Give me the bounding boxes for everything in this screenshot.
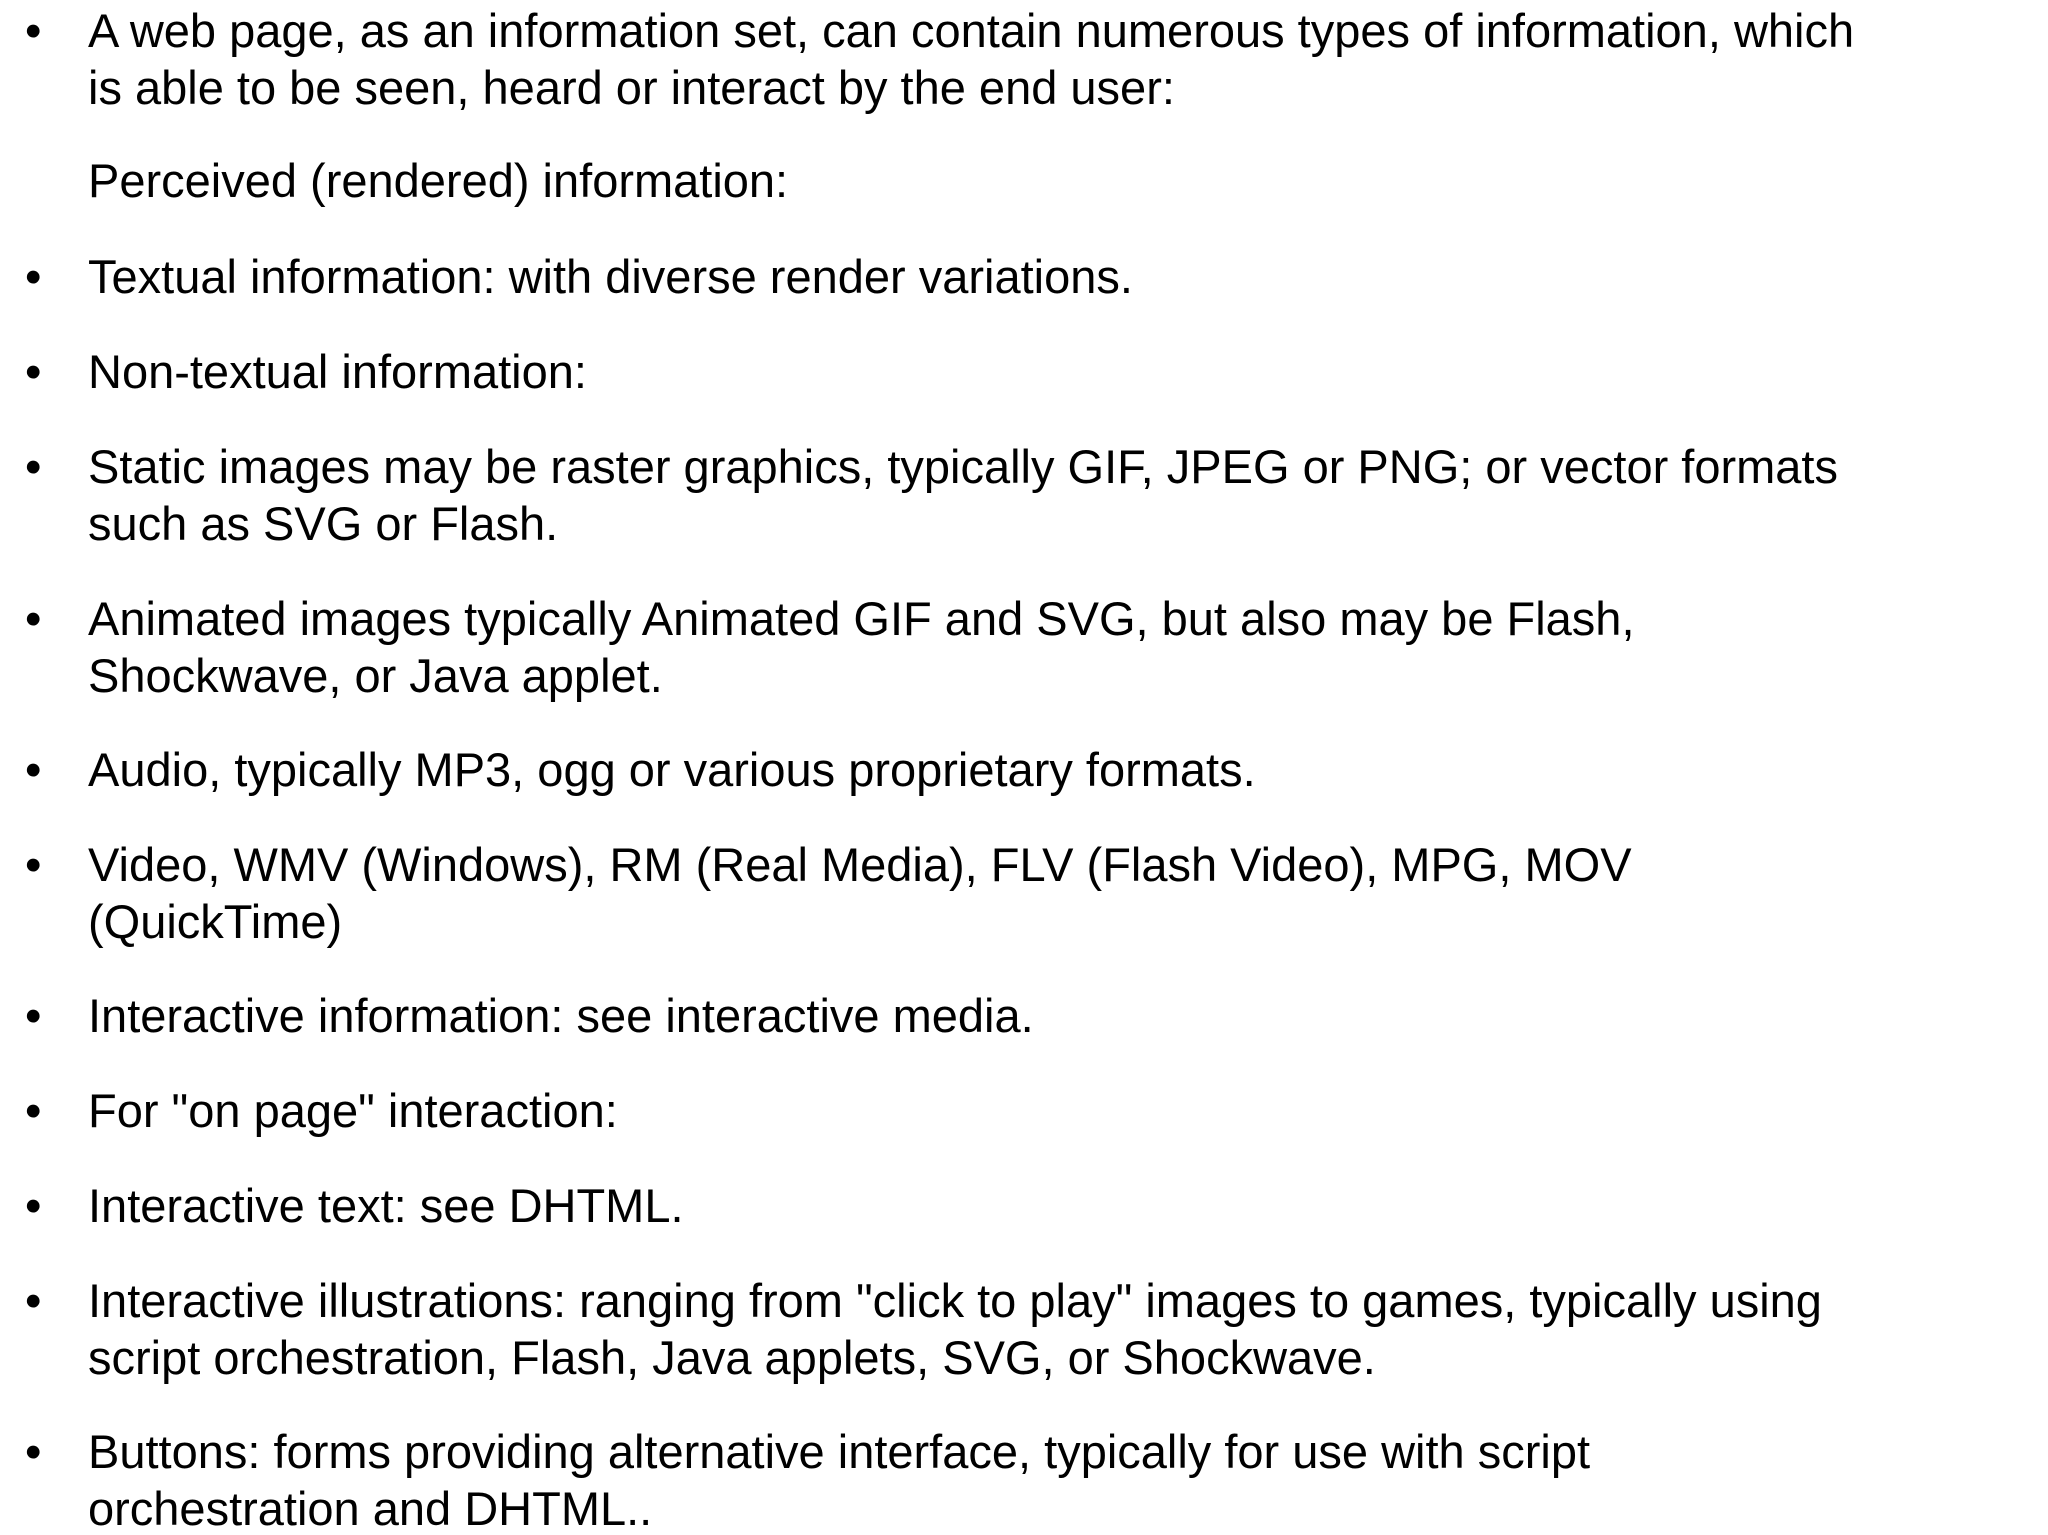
list-item-text bbox=[88, 343, 2040, 400]
text-line: Interactive illustrations: ranging from "click to play" images to games, typically using bbox=[88, 1274, 1822, 1327]
text-line: orchestration and DHTML.. bbox=[88, 1482, 653, 1535]
text-line: Buttons: forms providing alternative interface, typically for use with script bbox=[88, 1425, 1591, 1478]
text-line: Shockwave, or Java applet. bbox=[88, 649, 663, 702]
text-line: Static images may be raster graphics, typically GIF, JPEG or PNG; or vector formats bbox=[88, 440, 1838, 493]
bullet-icon: • bbox=[25, 838, 42, 891]
bullet-icon: • bbox=[25, 743, 42, 796]
text-line: Interactive text: see DHTML. bbox=[88, 1179, 684, 1232]
bullet-icon: • bbox=[25, 1274, 42, 1327]
list-item-text bbox=[88, 590, 2040, 704]
list-item-text bbox=[88, 1177, 2040, 1234]
text-line: Perceived (rendered) information: bbox=[88, 154, 789, 207]
list-item-text bbox=[88, 741, 2040, 798]
text-line: Audio, typically MP3, ogg or various proprietary formats. bbox=[88, 743, 1256, 796]
text-line: is able to be seen, heard or interact by the end user: bbox=[88, 61, 1175, 114]
bullet-icon: • bbox=[25, 4, 42, 57]
bullet-icon: • bbox=[25, 1084, 42, 1137]
bullet-icon: • bbox=[25, 989, 42, 1042]
list-item-text bbox=[88, 1272, 2040, 1386]
text-line: such as SVG or Flash. bbox=[88, 497, 559, 550]
list-item-text bbox=[88, 2, 2040, 116]
bullet-icon: • bbox=[25, 1425, 42, 1478]
list-item-text bbox=[88, 152, 2040, 209]
text-line: (QuickTime) bbox=[88, 895, 343, 948]
bullet-icon: • bbox=[25, 440, 42, 493]
bullet-icon: • bbox=[25, 1179, 42, 1232]
list-item-text bbox=[88, 1423, 2040, 1535]
text-line: For "on page" interaction: bbox=[88, 1084, 618, 1137]
list-item-text bbox=[88, 248, 2040, 305]
list-item-text bbox=[88, 836, 2040, 950]
text-line: script orchestration, Flash, Java applets, SVG, or Shockwave. bbox=[88, 1331, 1376, 1384]
bullet-icon: • bbox=[25, 592, 42, 645]
bullet-icon: • bbox=[25, 250, 42, 303]
list-item-text bbox=[88, 1082, 2040, 1139]
list-item-text bbox=[88, 987, 2040, 1044]
text-line: Video, WMV (Windows), RM (Real Media), FLV (Flash Video), MPG, MOV bbox=[88, 838, 1632, 891]
text-line: Non-textual information: bbox=[88, 345, 587, 398]
text-line: Animated images typically Animated GIF and SVG, but also may be Flash, bbox=[88, 592, 1635, 645]
bullet-icon: • bbox=[25, 345, 42, 398]
list-item-text bbox=[88, 438, 2040, 552]
text-line: Interactive information: see interactive media. bbox=[88, 989, 1034, 1042]
text-line: Textual information: with diverse render variations. bbox=[88, 250, 1133, 303]
text-line: A web page, as an information set, can contain numerous types of information, which bbox=[88, 4, 1855, 57]
